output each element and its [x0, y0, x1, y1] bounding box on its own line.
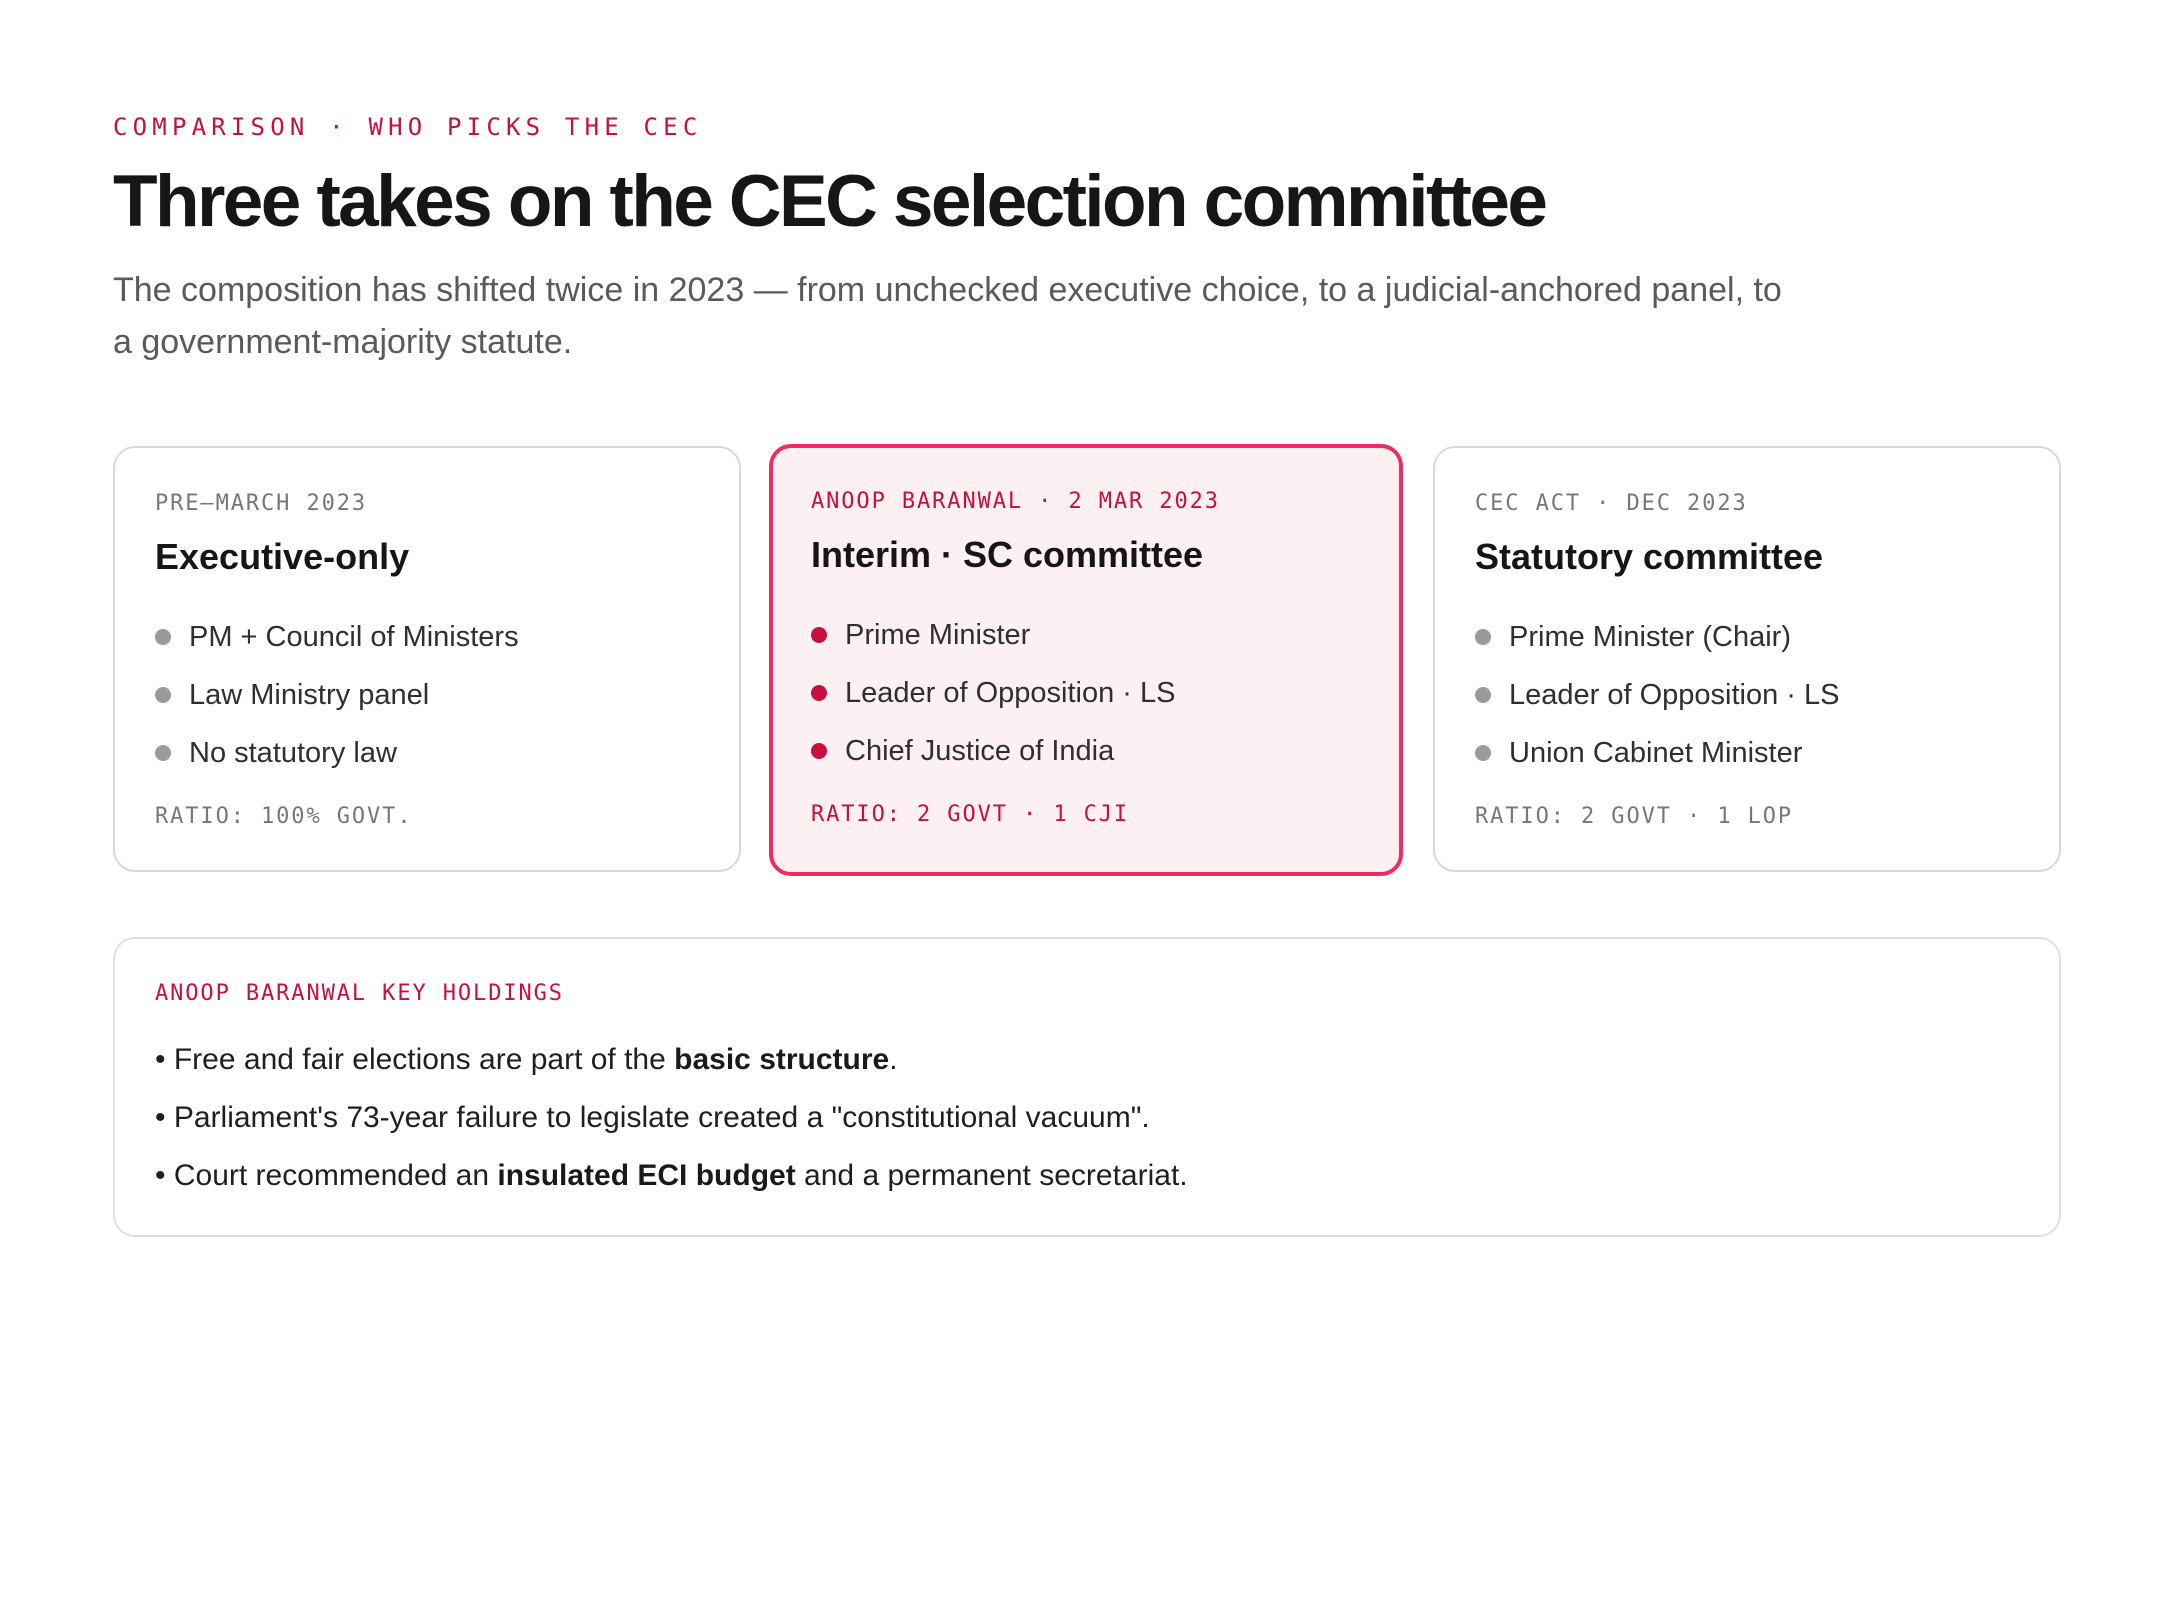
holding-emphasis: basic structure [674, 1043, 890, 1076]
card-ratio: RATIO: 100% GOVT. [155, 804, 413, 829]
holdings-list [155, 1031, 1188, 1205]
list-item-text: Law Ministry panel [189, 679, 430, 711]
list-item [811, 606, 1175, 664]
bullet-dot-icon [811, 685, 827, 701]
card-ratio: RATIO: 2 GOVT · 1 LOP [1475, 804, 1794, 829]
card-period-label: CEC ACT · DEC 2023 [1475, 491, 1748, 516]
list-item [155, 666, 519, 724]
card-title: Statutory committee [1475, 536, 1824, 577]
page-title: Three takes on the CEC selection committee [113, 161, 1546, 242]
list-item-text: Union Cabinet Minister [1509, 737, 1803, 769]
list-item [811, 664, 1175, 722]
bullet-dot-icon [1475, 687, 1491, 703]
list-item [811, 722, 1175, 780]
page-subtitle: The composition has shifted twice in 2023 — from unchecked executive choice, to a judicial-anchored panel, to a government-majority statute. [113, 271, 1782, 361]
bullet-dot-icon [155, 687, 171, 703]
holding-bullet: • [155, 1159, 166, 1192]
holdings-label: ANOOP BARANWAL KEY HOLDINGS [155, 981, 564, 1006]
holding-text: Free and fair elections are part of the [173, 1043, 675, 1076]
card-period-label: ANOOP BARANWAL · 2 MAR 2023 [811, 489, 1220, 514]
card-interim-sc-committee [769, 444, 1403, 876]
card-ratio: RATIO: 2 GOVT · 1 CJI [811, 802, 1130, 827]
list-item [155, 724, 519, 782]
list-item-text: Leader of Opposition · LS [845, 677, 1176, 709]
list-item-text: PM + Council of Ministers [189, 621, 519, 653]
holding-item [155, 1089, 1188, 1147]
bullet-dot-icon [811, 743, 827, 759]
holding-emphasis: insulated ECI budget [497, 1159, 796, 1192]
card-executive-only [113, 446, 741, 872]
list-item [1475, 666, 1839, 724]
holding-text: Court recommended an [173, 1159, 498, 1192]
comparison-cards [113, 446, 2061, 876]
bullet-dot-icon [811, 627, 827, 643]
card-title: Interim · SC committee [811, 534, 1204, 575]
list-item-text: Prime Minister (Chair) [1509, 621, 1791, 653]
list-item [155, 608, 519, 666]
card-member-list [155, 608, 519, 782]
card-member-list [1475, 608, 1839, 782]
bullet-dot-icon [1475, 745, 1491, 761]
card-member-list [811, 606, 1175, 780]
holding-text-end: and a permanent secretariat. [795, 1159, 1188, 1192]
bullet-dot-icon [155, 629, 171, 645]
list-item-text: Prime Minister [845, 619, 1031, 651]
list-item-text: Leader of Opposition · LS [1509, 679, 1840, 711]
card-statutory-committee [1433, 446, 2061, 872]
list-item-text: Chief Justice of India [845, 735, 1115, 767]
eyebrow-label: COMPARISON · WHO PICKS THE CEC [113, 113, 703, 141]
card-title: Executive-only [155, 536, 410, 577]
list-item [1475, 724, 1839, 782]
key-holdings-panel [113, 937, 2061, 1237]
holding-text: Parliament's 73-year failure to legislate created a "constitutional vacuum". [173, 1101, 1150, 1134]
card-period-label: PRE–MARCH 2023 [155, 491, 368, 516]
list-item-text: No statutory law [189, 737, 397, 769]
holding-item [155, 1031, 1188, 1089]
bullet-dot-icon [1475, 629, 1491, 645]
holding-bullet: • [155, 1043, 166, 1076]
holding-bullet: • [155, 1101, 166, 1134]
list-item [1475, 608, 1839, 666]
bullet-dot-icon [155, 745, 171, 761]
holding-item [155, 1147, 1188, 1205]
holding-text-end: . [889, 1043, 898, 1076]
